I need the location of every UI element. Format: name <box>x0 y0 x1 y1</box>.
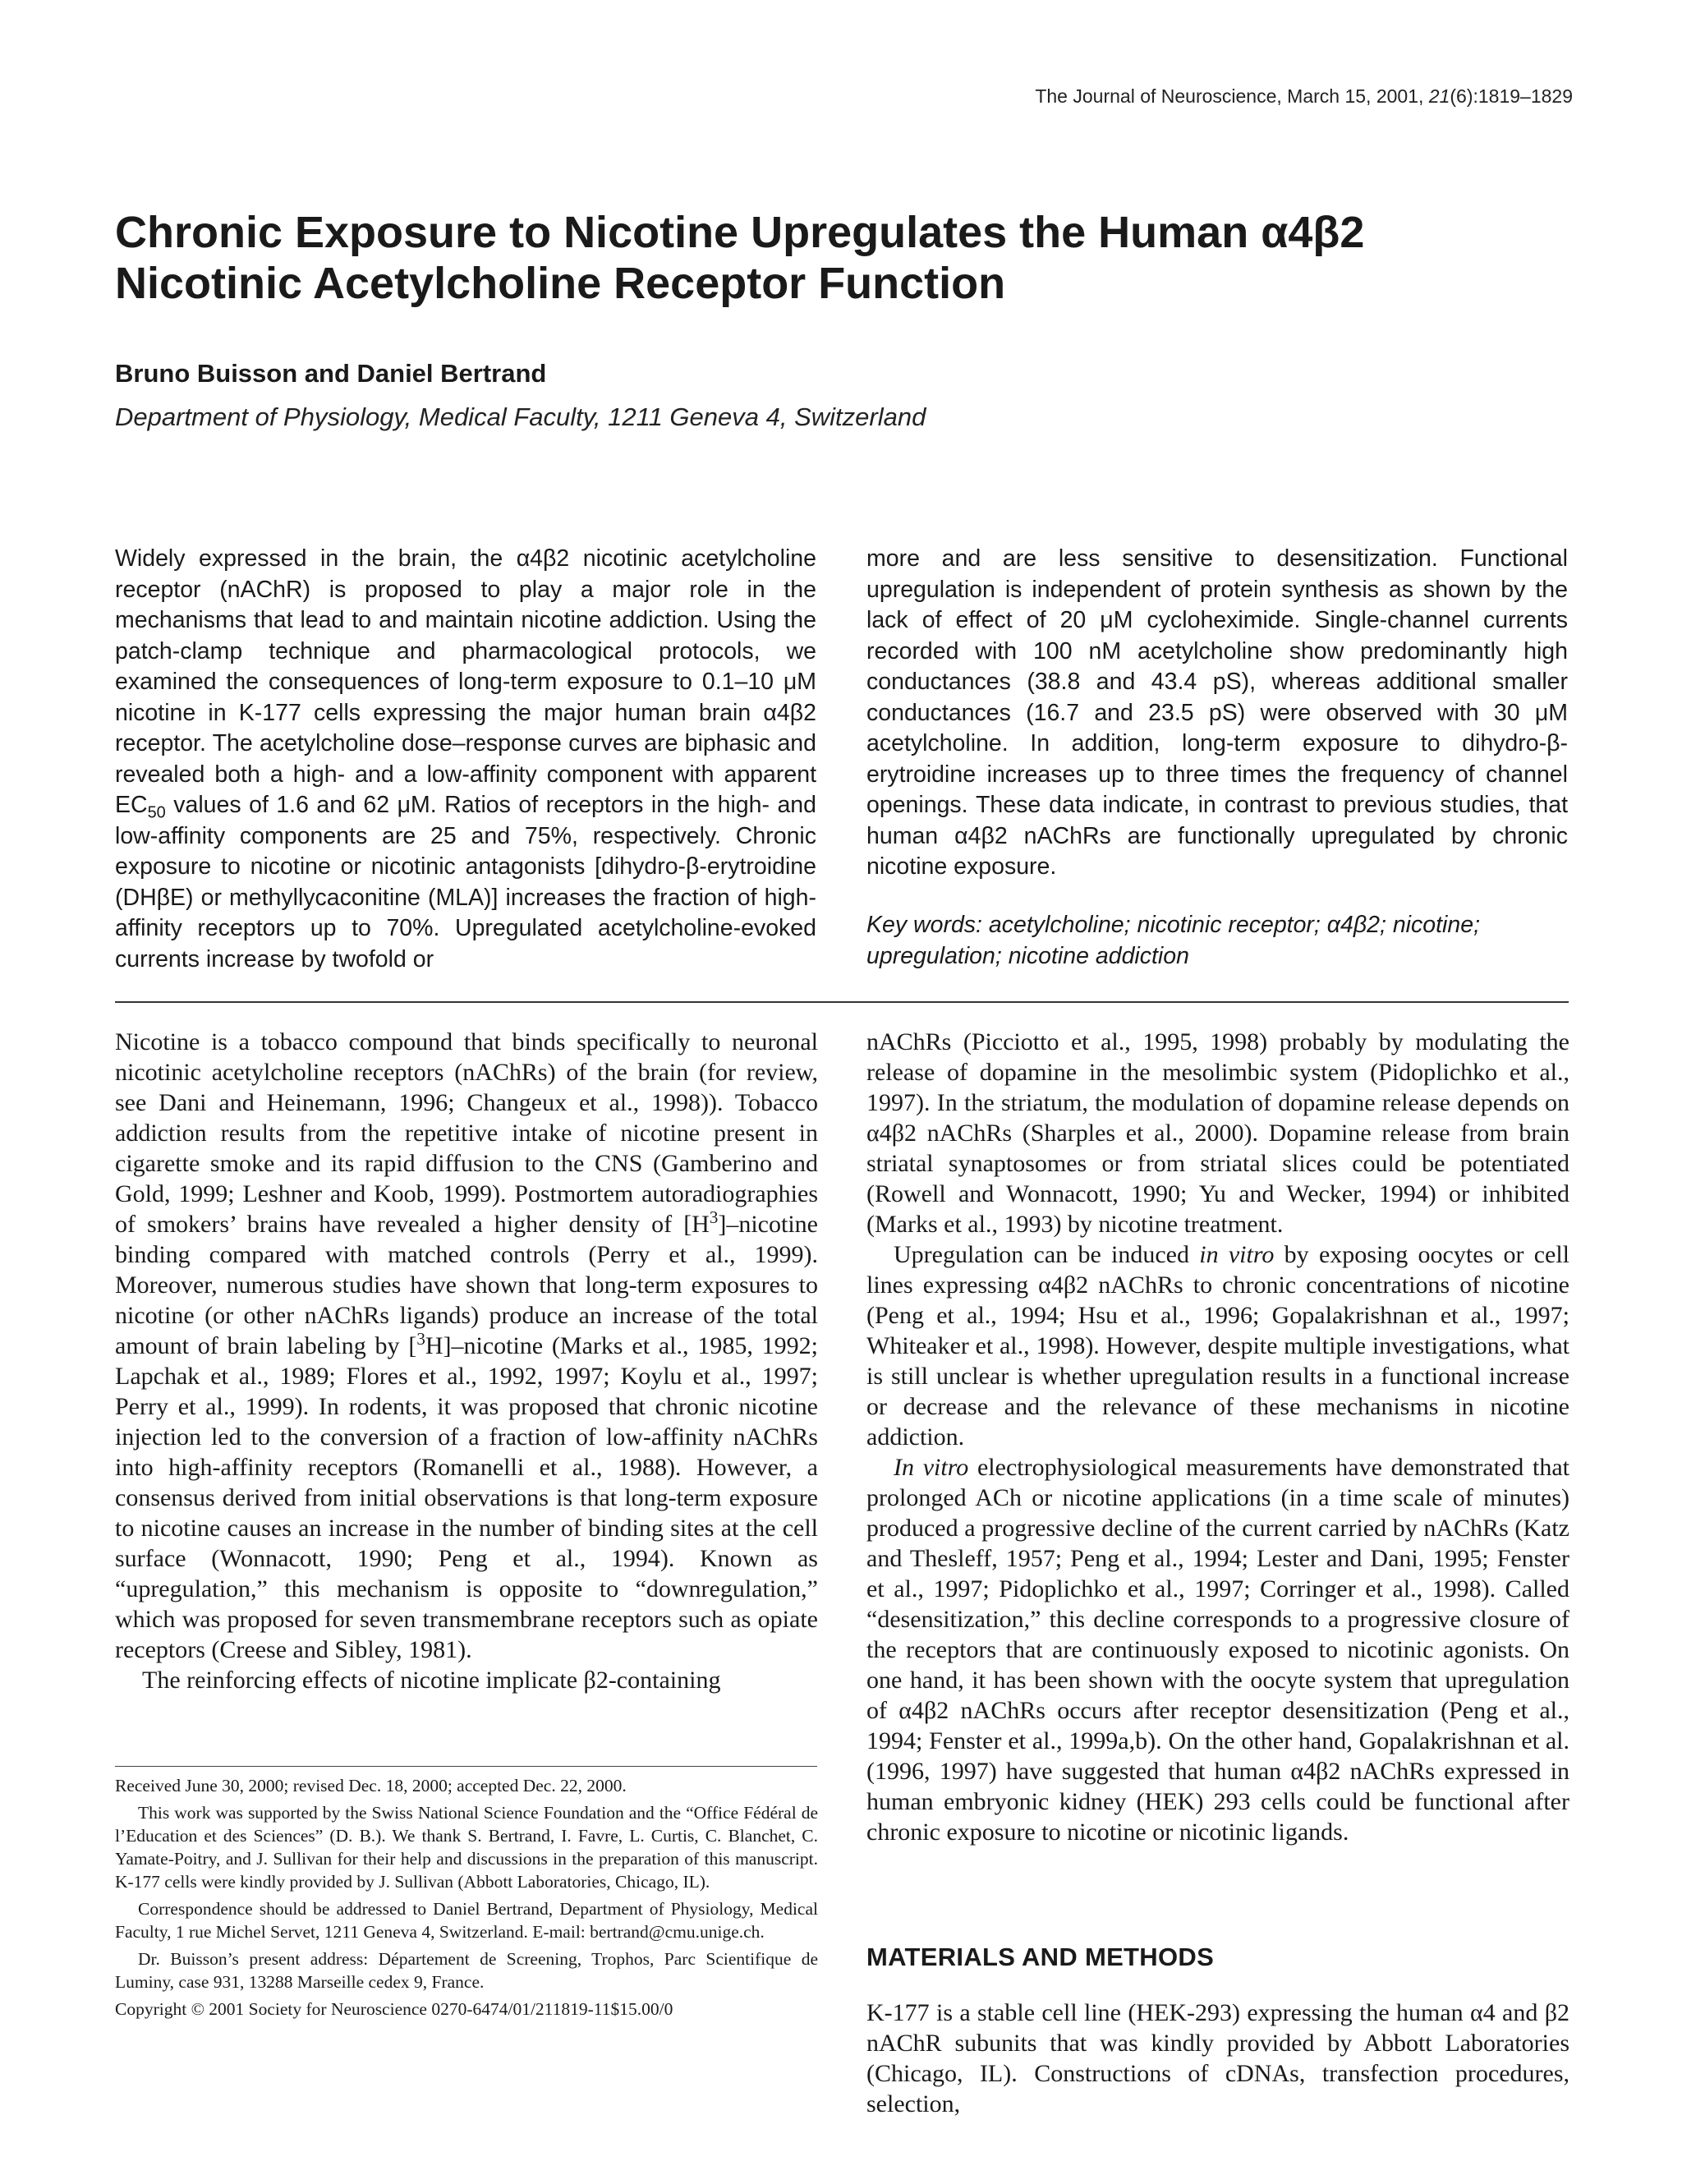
abstract-left-column <box>115 544 816 975</box>
abstract-right-column: more and are less sensitive to desensitization. Functional upregulation is independent of protein synthesis as shown by the lack of effect of 20 μM cycloheximide. Single-channel currents recorded with 100 nM acetylcholine show predominantly high conductances (38.8 and 43.4 pS), whereas additional smaller conductances (16.7 and 23.5 pS) were observed with 30 μM acetylcholine. In addition, long-term exposure to dihydro-β-erytroidine increases up to three times the frequency of channel openings. These data indicate, in contrast to previous studies, that human α4β2 nAChRs are functionally upregulated by chronic nicotine exposure. <box>866 545 1568 880</box>
abstract-text-part-1: Widely expressed in the brain, the α4β2 nicotinic acetylcholine receptor (nAChR) is proposed to play a major role in the mechanisms that lead to and maintain nicotine addiction. Using the patch-clamp technique and pharmacological protocols, we examined the consequences of long-term exposure to 0.1–10 μM nicotine in K-177 cells expressing the major human brain α4β2 receptor. The acetylcholine dose–response curves are biphasic and revealed both a high- and a low-affinity component with apparent EC <box>115 545 816 818</box>
footnote-correspondence: Correspondence should be addressed to Daniel Bertrand, Department of Physiology, Medical Faculty, 1 rue Michel Servet, 1211 Geneva 4, Switzerland. E-mail: bertrand@cmu.unige.ch. <box>115 1899 818 1942</box>
running-header-prefix: The Journal of Neuroscience, March 15, 2001, <box>1035 85 1429 107</box>
intro-paragraph-2-cont: nAChRs (Picciotto et al., 1995, 1998) probably by modulating the release of dopamine in the mesolimbic system (Pidoplichko et al., 1997). In the striatum, the modulation of dopamine release depends on α4β2 nAChRs (Sharples et al., 2000). Dopamine release from brain striatal synaptosomes or from striatal slices could be potentiated (Rowell and Wonnacott, 1990; Yu and Wecker, 1994) or inhibited (Marks et al., 1993) by nicotine treatment. <box>866 1028 1569 1238</box>
running-header <box>1035 85 1573 108</box>
footnote-support: This work was supported by the Swiss National Science Foundation and the “Office Fédéral de l’Education et des Sciences” (D. B.). We thank S. Bertrand, I. Favre, L. Curtis, C. Blanchet, C. Yamate-Poitry, and J. Sullivan for their help and discussions in the preparation of this manuscript. K-177 cells were kindly provided by J. Sullivan (Abbott Laboratories, Chicago, IL). <box>115 1803 818 1892</box>
title-line-1: Chronic Exposure to Nicotine Upregulates the Human α4β2 <box>115 208 1365 257</box>
superscript-3a: 3 <box>709 1207 719 1227</box>
p3-text-a: Upregulation can be induced <box>894 1241 1200 1268</box>
methods-column <box>866 1998 1569 2119</box>
intro-p1-text-b: ]–nicotine binding compared with matched controls (Perry et al., 1999). Moreover, numerous studies have shown that long-term exposures to nicotine (or other nAChRs ligands) produce an increase of the total amount of brain labeling by [ <box>115 1211 818 1359</box>
volume-number: 21 <box>1428 85 1450 107</box>
ec50-subscript: 50 <box>147 803 166 822</box>
intro-paragraph-4 <box>866 1452 1569 1847</box>
footnote-rule <box>115 1766 817 1767</box>
abstract-divider <box>115 1001 1569 1003</box>
intro-paragraph-3 <box>866 1239 1569 1452</box>
methods-paragraph-1: K-177 is a stable cell line (HEK-293) expressing the human α4 and β2 nAChR subunits that was kindly provided by Abbott Laboratories (Chicago, IL). Constructions of cDNAs, transfection procedures, selection, <box>866 1999 1569 2117</box>
affiliation: Department of Physiology, Medical Faculty, 1211 Geneva 4, Switzerland <box>115 402 926 431</box>
p4-text: electrophysiological measurements have demonstrated that prolonged ACh or nicotine applications (in a time scale of minutes) produced a progressive decline of the current carried by nAChRs (Katz and Thesleff, 1957; Peng et al., 1994; Lester and Dani, 1995; Fenster et al., 1997; Pidoplichko et al., 1997; Corringer et al., 1998). Called “desensitization,” this decline corresponds to a progressive closure of the receptors that are continuously exposed to nicotinic agonists. On one hand, it has been shown with the oocyte system that upregulation of α4β2 nAChRs occurs after receptor desensitization (Peng et al., 1994; Fenster et al., 1999a,b). On the other hand, Gopalakrishnan et al. (1996, 1997) have suggested that human α4β2 nAChRs expressed in human embryonic kidney (HEK) 293 cells could be functional after chronic exposure to nicotine or nicotinic ligands. <box>866 1454 1569 1846</box>
section-heading-methods: MATERIALS AND METHODS <box>866 1943 1215 1971</box>
intro-paragraph-2-start: The reinforcing effects of nicotine implicate β2-containing <box>142 1667 721 1694</box>
footnote-present-address: Dr. Buisson’s present address: Département de Screening, Trophos, Parc Scientifique de Luminy, case 931, 13288 Marseille cedex 9, France. <box>115 1949 818 1992</box>
footnote-copyright: Copyright © 2001 Society for Neuroscience 0270-6474/01/211819-11$15.00/0 <box>115 1999 673 2019</box>
intro-paragraph-1 <box>115 1027 818 1665</box>
title-line-2: Nicotinic Acetylcholine Receptor Function <box>115 259 1006 308</box>
body-right-column <box>866 1027 1569 1847</box>
abstract-text-part-2: values of 1.6 and 62 μM. Ratios of receptors in the high- and low-affinity components are 25 and 75%, respectively. Chronic exposure to nicotine or nicotinic antagonists [dihydro-β-erytroidine (DHβE) or methyllycaconitine (MLA)] increases the fraction of high-affinity receptors up to 70%. Upregulated acetylcholine-evoked currents increase by twofold or <box>115 792 816 972</box>
author-list: Bruno Buisson and Daniel Bertrand <box>115 359 547 388</box>
running-header-suffix: (6):1819–1829 <box>1450 85 1573 107</box>
body-left-column <box>115 1027 818 1695</box>
superscript-3b: 3 <box>416 1329 425 1349</box>
p3-italic-in-vitro: in vitro <box>1199 1241 1275 1268</box>
p3-text-b: by exposing oocytes or cell lines expressing α4β2 nAChRs to chronic concentrations of nicotine (Peng et al., 1994; Hsu et al., 1996; Gopalakrishnan et al., 1997; Whiteaker et al., 1998). However, despite multiple investigations, what is still unclear is whether upregulation results in a functional increase or decrease and the relevance of these mechanisms in nicotine addiction. <box>866 1241 1569 1451</box>
article-title <box>115 207 1577 309</box>
keywords: Key words: acetylcholine; nicotinic receptor; α4β2; nicotine; upregulation; nicotine addiction <box>866 912 1480 969</box>
intro-p1-text-a: Nicotine is a tobacco compound that binds specifically to neuronal nicotinic acetylcholine receptors (nAChRs) of the brain (for review, see Dani and Heinemann, 1996; Changeux et al., 1998)). Tobacco addiction results from the repetitive intake of nicotine present in cigarette smoke and its rapid diffusion to the CNS (Gamberino and Gold, 1999; Leshner and Koob, 1999). Postmortem autoradiographies of smokers’ brains have revealed a higher density of [H <box>115 1028 818 1238</box>
footnote-received: Received June 30, 2000; revised Dec. 18, 2000; accepted Dec. 22, 2000. <box>115 1776 627 1795</box>
p4-italic-in-vitro: In vitro <box>894 1454 969 1481</box>
intro-p1-text-c: H]–nicotine (Marks et al., 1985, 1992; Lapchak et al., 1989; Flores et al., 1992, 1997; Koylu et al., 1997; Perry et al., 1999). In rodents, it was proposed that chronic nicotine injection led to the conversion of a fraction of low-affinity nAChRs into high-affinity receptors (Romanelli et al., 1988). However, a consensus derived from initial observations is that long-term exposure to nicotine causes an increase in the number of binding sites at the cell surface (Wonnacott, 1990; Peng et al., 1994). Known as “upregulation,” this mechanism is opposite to “downregulation,” which was proposed for seven transmembrane receptors such as opiate receptors (Creese and Sibley, 1981). <box>115 1332 818 1663</box>
footnotes <box>115 1774 818 2025</box>
